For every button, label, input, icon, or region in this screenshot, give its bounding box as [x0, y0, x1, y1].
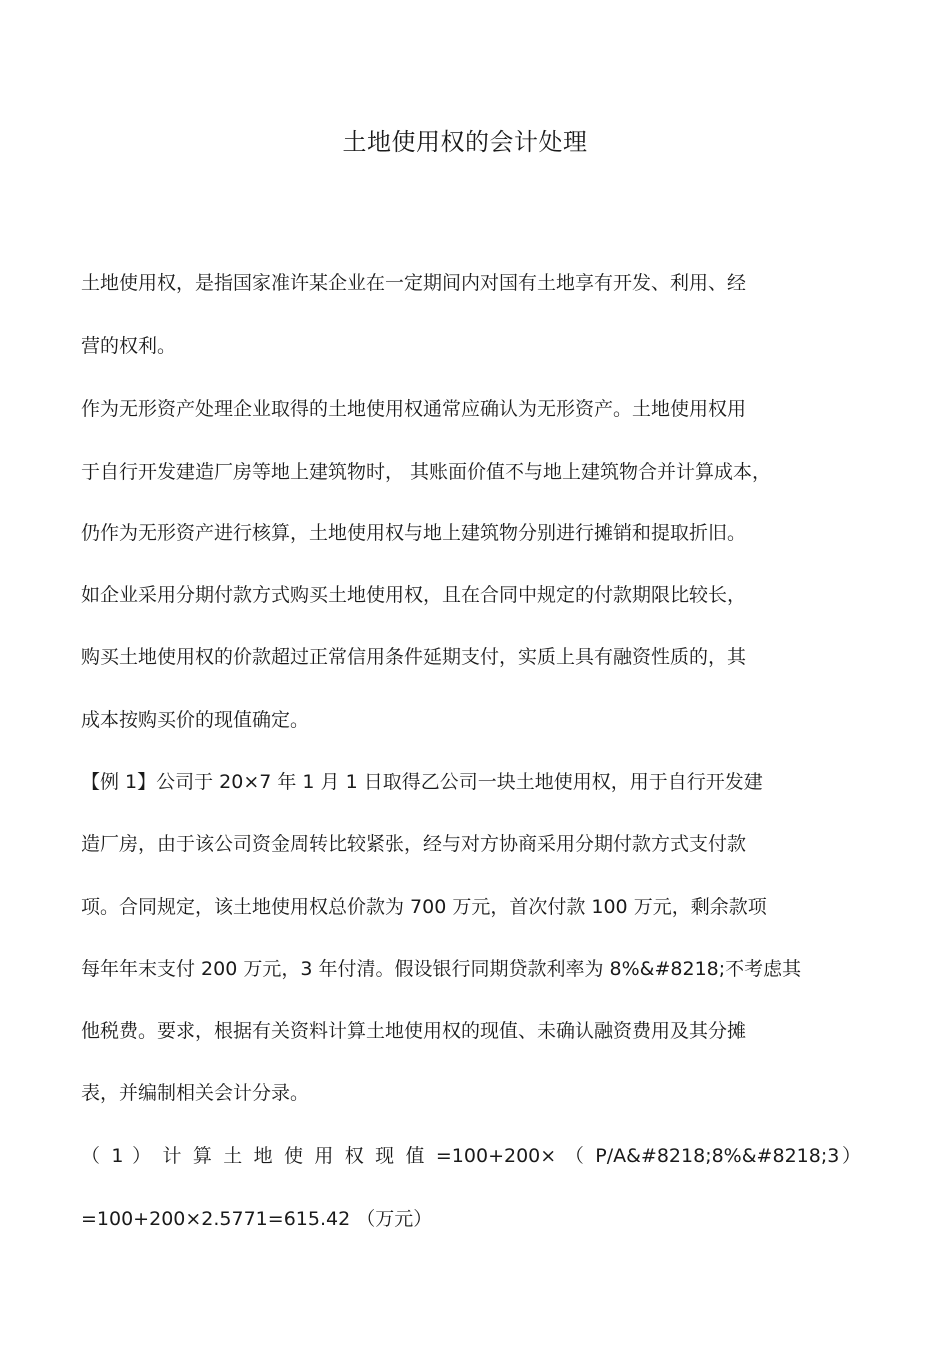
paragraph-line: 成本按购买价的现值确定。 — [81, 709, 310, 731]
example-line: 他税费。要求，根据有关资料计算土地使用权的现值、未确认融资费用及其分摊 — [81, 1020, 747, 1042]
example-line: 造厂房，由于该公司资金周转比较紧张，经与对方协商采用分期付款方式支付款 — [81, 833, 747, 855]
calculation-line: =100+200×2.5771=615.42 （万元） — [81, 1208, 433, 1230]
example-line: 每年年末支付 200 万元，3 年付清。假设银行同期贷款利率为 8%&#8218;不考虑其 — [81, 958, 802, 980]
paragraph-line: 于自行开发建造厂房等地上建筑物时， 其账面价值不与地上建筑物合并计算成本， — [81, 461, 772, 483]
calculation-line: （ 1 ） 计 算 土 地 使 用 权 现 值 =100+200× （ P/A&#8218;8%&#8218;3） — [81, 1145, 861, 1167]
paragraph-line: 营的权利。 — [81, 335, 177, 357]
example-line: 【例 1】公司于 20×7 年 1 月 1 日取得乙公司一块土地使用权，用于自行开发建 — [81, 771, 763, 793]
document-title: 土地使用权的会计处理 — [342, 128, 588, 156]
paragraph-line: 如企业采用分期付款方式购买土地使用权，且在合同中规定的付款期限比较长， — [81, 584, 747, 606]
paragraph-line: 仍作为无形资产进行核算，土地使用权与地上建筑物分别进行摊销和提取折旧。 — [81, 522, 747, 544]
paragraph-line: 土地使用权，是指国家准许某企业在一定期间内对国有土地享有开发、利用、经 — [81, 272, 747, 294]
paragraph-line: 购买土地使用权的价款超过正常信用条件延期支付，实质上具有融资性质的，其 — [81, 646, 747, 668]
example-line: 表，并编制相关会计分录。 — [81, 1082, 310, 1104]
paragraph-line: 作为无形资产处理企业取得的土地使用权通常应确认为无形资产。土地使用权用 — [81, 398, 747, 420]
example-line: 项。合同规定，该土地使用权总价款为 700 万元，首次付款 100 万元，剩余款项 — [81, 896, 767, 918]
